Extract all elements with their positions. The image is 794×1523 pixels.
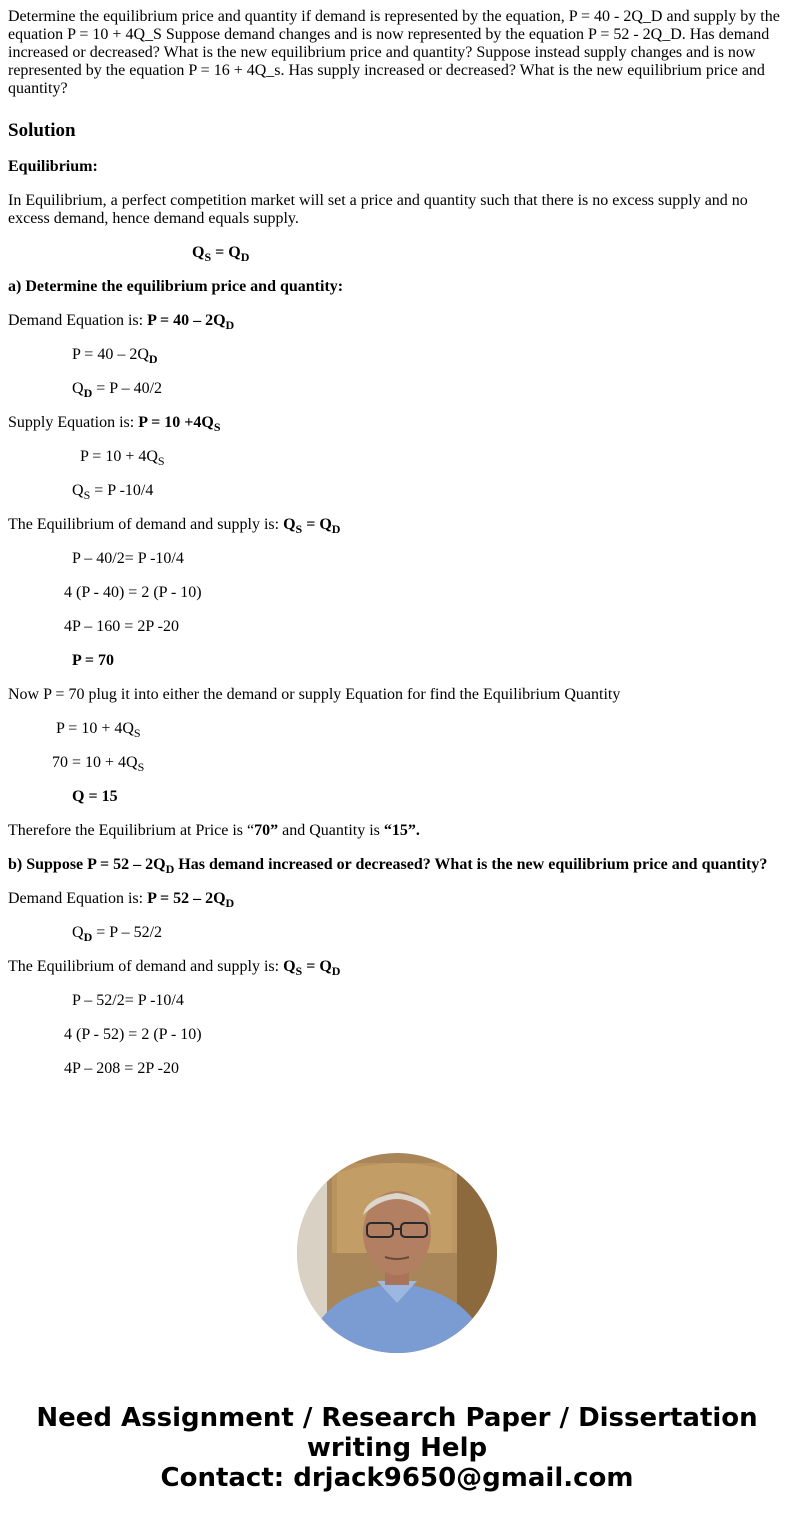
part-b-demand-line: $Q_D = P - 52/2$: [72, 924, 163, 944]
part-b-heading: b) Suppose $P = 52 - 2Q_D$ Has demand increased or decreased? What is the new equilibrium price and quantity?: [8, 856, 768, 876]
part-a-heading: a) Determine the equilibrium price and quantity:: [8, 278, 344, 295]
part-a-step-3: 4P – 160 = 2P -20: [64, 618, 179, 635]
part-a-step-2: 4 (P - 40) = 2 (P - 10): [64, 584, 202, 601]
part-b-demand-equation: Demand Equation is: $P = 52 - 2Q_D$: [8, 890, 235, 910]
promo-line-2: writing Help: [306, 1433, 488, 1463]
part-b-step-2: 4 (P - 52) = 2 (P - 10): [64, 1026, 202, 1043]
part-b-step-3: 4P – 208 = 2P -20: [64, 1060, 179, 1077]
part-a-price-result: P = 70: [72, 652, 115, 669]
part-a-supply-line-2: $Q_S = P$ -10/4: [72, 482, 154, 502]
part-a-plug-text: Now P = 70 plug it into either the demand or supply Equation for find the Equilibrium Quantity: [8, 686, 621, 703]
equilibrium-heading: Equilibrium:: [8, 158, 98, 175]
part-b-equilibrium-label: The Equilibrium of demand and supply is: $Q_S = Q_D$: [8, 958, 341, 978]
promo-banner: [0, 1403, 794, 1493]
author-avatar: [297, 1153, 497, 1353]
promo-line-1: Need Assignment / Research Paper / Dissertation: [36, 1403, 758, 1433]
part-b-step-1: P – 52/2= P -10/4: [72, 992, 184, 1009]
part-a-quantity-line-2: $70 = 10 + 4Q_S$: [52, 754, 145, 774]
question-text: Determine the equilibrium price and quantity if demand is represented by the equation, P = 40 - 2Q_D and supply by the equation P = 10 + 4Q_S Suppose demand changes and is now represented by the equation P = 52 - 2Q_D. Has demand increased or decreased? What is the new equilibrium price and quantity? Suppose instead supply changes and is now represented by the equation P = 16 + 4Q_s. Has supply increased or decreased? What is the new equilibrium price and quantity?: [8, 8, 780, 97]
part-a-quantity-line-1: $P = 10 + 4Q_S$: [56, 720, 141, 740]
equilibrium-condition: $Q_S = Q_D$: [192, 244, 250, 264]
part-a-step-1: P – 40/2= P -10/4: [72, 550, 184, 567]
equilibrium-text: In Equilibrium, a perfect competition market will set a price and quantity such that there is no excess supply and no excess demand, hence demand equals supply.: [8, 192, 748, 227]
part-a-quantity-result: Q = 15: [72, 788, 118, 805]
avatar-portrait-image: [297, 1153, 497, 1353]
promo-contact: Contact: drjack9650@gmail.com: [160, 1463, 634, 1493]
part-a-equilibrium-label: The Equilibrium of demand and supply is: $Q_S = Q_D$: [8, 516, 341, 536]
part-a-demand-equation: Demand Equation is: $P = 40 - 2Q_D$: [8, 312, 235, 332]
document-body: [8, 0, 788, 1124]
solution-heading: Solution: [8, 120, 76, 141]
part-a-supply-equation: Supply Equation is: $P = 10 +4Q_S$: [8, 414, 221, 434]
part-a-demand-line-2: $Q_D = P - 40/2$: [72, 380, 163, 400]
part-a-conclusion: Therefore the Equilibrium at Price is “70” and Quantity is “15”.: [8, 822, 420, 839]
part-a-demand-line-1: $P = 40 - 2Q_D$: [72, 346, 158, 366]
part-a-supply-line-1: $P = 10 + 4Q_S$: [80, 448, 165, 468]
